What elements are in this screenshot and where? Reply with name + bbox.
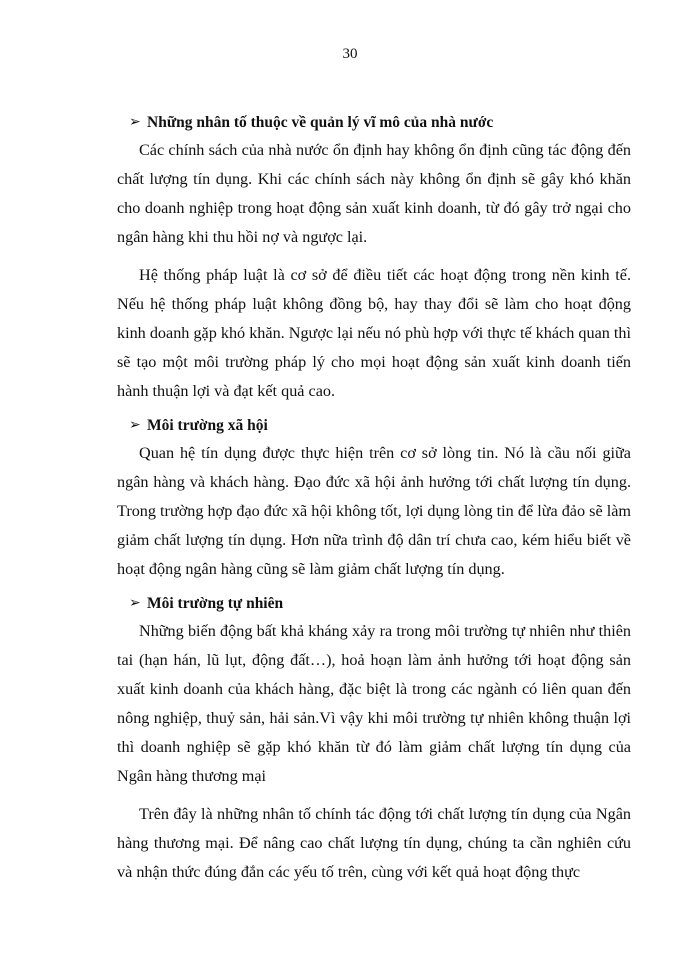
paragraph: Quan hệ tín dụng được thực hiện trên cơ sở lòng tin. Nó là cầu nối giữa ngân hàng và khách hàng. Đạo đức xã hội ảnh hưởng tới chất lượng tín dụng. Trong trường hợp đạo đức xã hội không tốt, lợi dụng lòng tin để lừa đảo sẽ làm giảm chất lượng tín dụng. Hơn nữa trình độ dân trí chưa cao, kém hiểu biết về hoạt động ngân hàng cũng sẽ làm giảm chất lượng tín dụng. [117, 444, 631, 578]
page-number: 30 [342, 46, 358, 62]
paragraph: Các chính sách của nhà nước ổn định hay không ổn định cũng tác động đến chất lượng tín dụng. Khi các chính sách này không ổn định sẽ gây khó khăn cho doanh nghiệp trong hoạt động sản xuất kinh doanh, từ đó gây trở ngại cho ngân hàng khi thu hồi nợ và ngược lại. [117, 141, 631, 246]
section-heading-text: Môi trường tự nhiên [147, 595, 284, 612]
arrow-bullet-icon: ➢ [129, 596, 141, 611]
section-heading [129, 591, 631, 617]
section-heading-text: Môi trường xã hội [147, 417, 268, 434]
paragraph: Những biến động bất khả kháng xảy ra trong môi trường tự nhiên như thiên tai (hạn hán, lũ lụt, động đất…), hoả hoạn làm ảnh hưởng tới hoạt động sản xuất kinh doanh của khách hàng, đặc biệt là trong các ngành có liên quan đến nông nghiệp, thuỷ sản, hải sản.Vì vậy khi môi trường tự nhiên không thuận lợi thì doanh nghiệp sẽ gặp khó khăn từ đó làm giảm chất lượng tín dụng của Ngân hàng thương mại [117, 622, 631, 785]
arrow-bullet-icon: ➢ [129, 115, 141, 130]
paragraph: Trên đây là những nhân tố chính tác động tới chất lượng tín dụng của Ngân hàng thương mại. Để nâng cao chất lượng tín dụng, chúng ta cần nghiên cứu và nhận thức đúng đắn các yếu tố trên, cùng với kết quả hoạt động thực [117, 805, 631, 881]
section-heading [129, 413, 631, 439]
section-heading [129, 110, 631, 136]
section-heading-text: Những nhân tố thuộc về quản lý vĩ mô của nhà nước [147, 114, 494, 131]
paragraph: Hệ thống pháp luật là cơ sở để điều tiết các hoạt động trong nền kinh tế. Nếu hệ thống pháp luật không đồng bộ, hay thay đổi sẽ làm cho hoạt động kinh doanh gặp khó khăn. Ngược lại nếu nó phù hợp với thực tế khách quan thì sẽ tạo một môi trường pháp lý cho mọi hoạt động sản xuất kinh doanh tiến hành thuận lợi và đạt kết quả cao. [117, 266, 631, 400]
document-body [117, 110, 631, 887]
arrow-bullet-icon: ➢ [129, 418, 141, 433]
